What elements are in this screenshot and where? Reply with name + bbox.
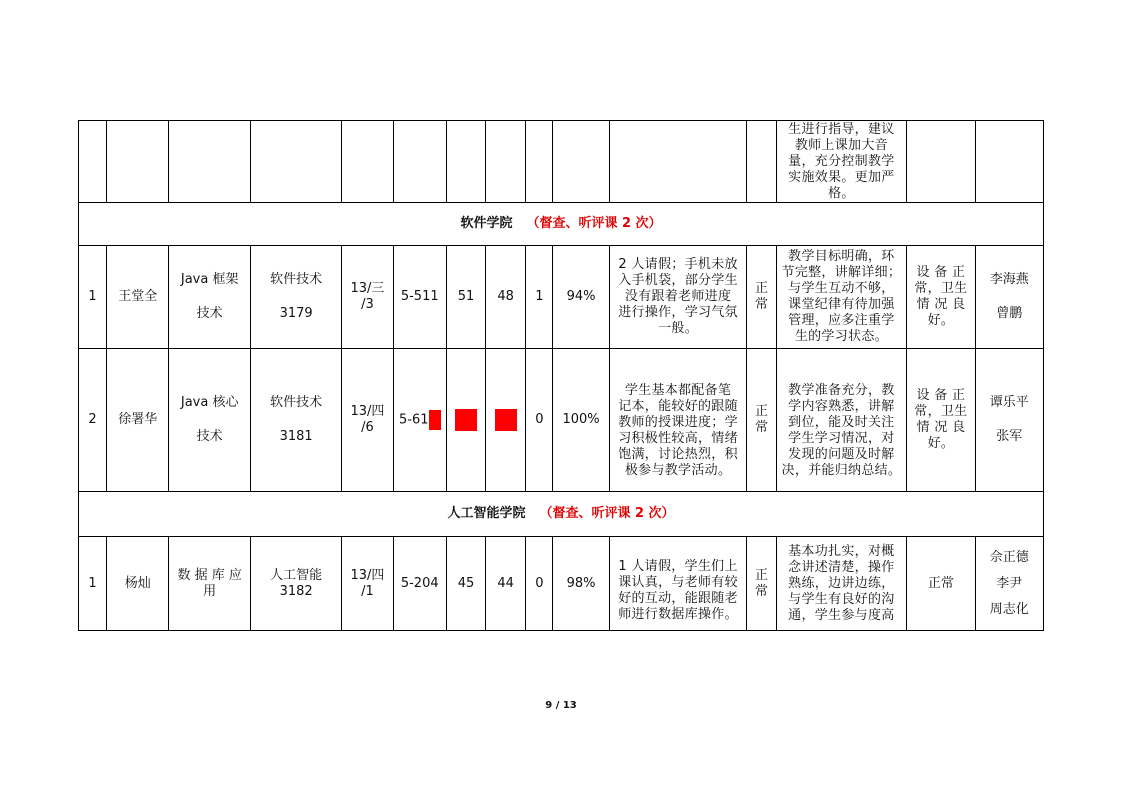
comment-line: 学生基本都配备笔 [624,383,732,398]
comment-line: 格。 [828,186,855,201]
teacher-name: 徐署华 [107,349,169,492]
time-line: /3 [361,297,374,312]
student-comment [609,349,747,492]
order-line: 常 [754,583,768,599]
time-line: 13/三 [350,281,385,296]
present-count [486,349,526,492]
class-name [250,537,341,631]
inspection-table [78,120,1044,631]
class-order [747,246,776,349]
comment-line: 实施效果。更加严 [788,170,895,185]
comment-line: 念讲述清楚，操作 [788,559,895,575]
comment-line: 2 人请假；手机未放 [618,257,738,272]
class-time [342,246,393,349]
time-line: /6 [361,420,374,435]
cell-empty [609,121,747,203]
comment-line: 饱满，讨论热烈，积 [618,447,738,462]
absent-count: 0 [526,349,553,492]
attendance-rate: 98% [553,537,609,631]
equipment-status: 正常 [907,537,975,631]
comment-line: 学生学习情况，对 [788,431,895,446]
class-name [250,246,341,349]
order-line: 正 [754,567,768,583]
teaching-comment-cell [776,121,907,203]
equipment-line: 常，卫生 [914,281,968,296]
section-header [79,492,1044,537]
section-row [79,492,1044,537]
course-line: 技术 [196,429,223,444]
time-line: 13/四 [350,404,385,419]
comment-line: 节完整，讲解详细； [781,265,902,280]
class-line: 人工智能 [270,567,323,583]
section-note: （督查、听评课 2 次） [539,506,675,521]
redaction-mark [455,409,477,431]
cell-empty [526,121,553,203]
comment-line: 进行操作，学习气氛 [618,305,738,320]
classroom: 5-204 [393,537,446,631]
comment-line: 量，充分控制教学 [788,154,895,169]
cell-empty [747,121,776,203]
comment-line: 与学生互动不够， [788,281,895,296]
section-header [79,203,1044,246]
comment-line: 教师上课加大音 [794,138,888,153]
table-row [79,349,1044,492]
comment-line: 管理，应多注重学 [788,313,895,328]
course-line: Java 框架 [180,272,239,287]
absent-count: 0 [526,537,553,631]
teacher-name: 杨灿 [107,537,169,631]
enrolled-count [446,349,485,492]
inspector-name: 周志化 [989,601,1029,617]
cell-empty [446,121,485,203]
order-line: 常 [754,420,768,435]
comment-line: 课认真，与老师有较 [618,574,738,590]
absent-count: 1 [526,246,553,349]
class-line: 软件技术 [270,395,323,410]
comment-line: 师进行数据库操作。 [618,606,738,622]
inspector-name: 谭乐平 [989,395,1029,410]
time-line: /1 [361,583,374,599]
section-row [79,203,1044,246]
class-order [747,537,776,631]
redaction-mark [495,409,517,431]
comment-line: 课堂纪律有待加强 [788,297,895,312]
time-line: 13/四 [350,567,385,583]
enrolled-count: 51 [446,246,485,349]
table-row [79,121,1044,203]
section-note: （督查、听评课 2 次） [526,216,662,231]
comment-line: 通，学生参与度高 [788,607,895,623]
equipment-line: 常，卫生 [914,404,968,419]
course-line: 技术 [196,306,223,321]
comment-line: 基本功扎实，对概 [788,543,895,559]
inspector-name: 张军 [996,429,1023,444]
cell-empty [79,121,107,203]
enrolled-count: 45 [446,537,485,631]
teaching-comment [776,537,907,631]
table-row [79,537,1044,631]
cell-empty [975,121,1043,203]
row-number: 1 [79,246,107,349]
class-name [250,349,341,492]
inspectors [975,349,1043,492]
cell-empty [907,121,975,203]
comment-line: 一般。 [658,321,698,336]
cell-empty [107,121,169,203]
inspector-name: 佘正德 [989,549,1029,565]
attendance-rate: 94% [553,246,609,349]
inspectors [975,246,1043,349]
comment-line: 教师的授课进度；学 [618,415,738,430]
class-order [747,349,776,492]
row-number: 1 [79,537,107,631]
cell-empty [393,121,446,203]
equipment-line: 好。 [927,313,955,328]
page-number: 9 / 13 [545,700,577,711]
order-line: 正 [754,404,768,419]
section-title: 人工智能学院 [447,506,526,521]
teacher-name: 王堂全 [107,246,169,349]
comment-line: 发现的问题及时解 [788,447,895,462]
course-line: 数 据 库 应 [177,567,242,583]
classroom [393,349,446,492]
comment-line: 到位，能及时关注 [788,415,895,430]
order-line: 正 [754,281,768,296]
equipment-line: 设 备 正 [916,388,966,403]
inspector-name: 李海燕 [989,272,1029,287]
equipment-line: 设 备 正 [916,265,966,280]
comment-line: 决，并能归纳总结。 [781,463,902,478]
classroom-text: 5-61 [398,412,429,428]
comment-line: 记本，能较好的跟随 [618,399,738,414]
inspectors [975,537,1043,631]
comment-line: 极参与教学活动。 [624,463,732,478]
equipment-status [907,349,975,492]
course-line: 用 [203,583,217,599]
cell-empty [250,121,341,203]
present-count: 44 [486,537,526,631]
redaction-mark [429,410,441,430]
cell-empty [342,121,393,203]
course-name [169,246,250,349]
comment-line: 熟练，边讲边练， [788,575,895,591]
comment-line: 入手机袋，部分学生 [618,273,738,288]
present-count: 48 [486,246,526,349]
comment-line: 生进行指导，建议 [788,122,895,137]
cell-empty [553,121,609,203]
course-name [169,349,250,492]
comment-line: 习积极性较高，情绪 [618,431,738,446]
student-comment [609,246,747,349]
cell-empty [169,121,250,203]
comment-line: 教学目标明确，环 [788,249,895,264]
table-row [79,246,1044,349]
course-line: Java 核心 [180,395,239,410]
comment-line: 好的互动，能跟随老 [618,590,738,606]
comment-line: 与学生有良好的沟 [788,591,895,607]
comment-line: 教学准备充分，教 [788,383,895,398]
classroom: 5-511 [393,246,446,349]
comment-line: 生的学习状态。 [794,329,888,344]
inspector-name: 李尹 [996,575,1023,591]
inspector-name: 曾鹏 [996,306,1023,321]
course-name [169,537,250,631]
class-time [342,537,393,631]
equipment-status [907,246,975,349]
cell-empty [486,121,526,203]
comment-line: 没有跟着老师进度 [624,289,732,304]
row-number: 2 [79,349,107,492]
equipment-line: 情 况 良 [916,420,966,435]
equipment-line: 情 况 良 [916,297,966,312]
class-line: 3181 [279,429,313,444]
order-line: 常 [754,297,768,312]
class-line: 3179 [279,306,313,321]
teaching-comment [776,349,907,492]
equipment-line: 好。 [927,436,955,451]
comment-line: 学内容熟悉，讲解 [788,399,895,414]
comment-line: 1 人请假，学生们上 [618,558,738,574]
student-comment [609,537,747,631]
class-time [342,349,393,492]
attendance-rate: 100% [553,349,609,492]
class-line: 3182 [279,583,313,599]
teaching-comment [776,246,907,349]
section-title: 软件学院 [460,216,513,231]
class-line: 软件技术 [270,272,323,287]
